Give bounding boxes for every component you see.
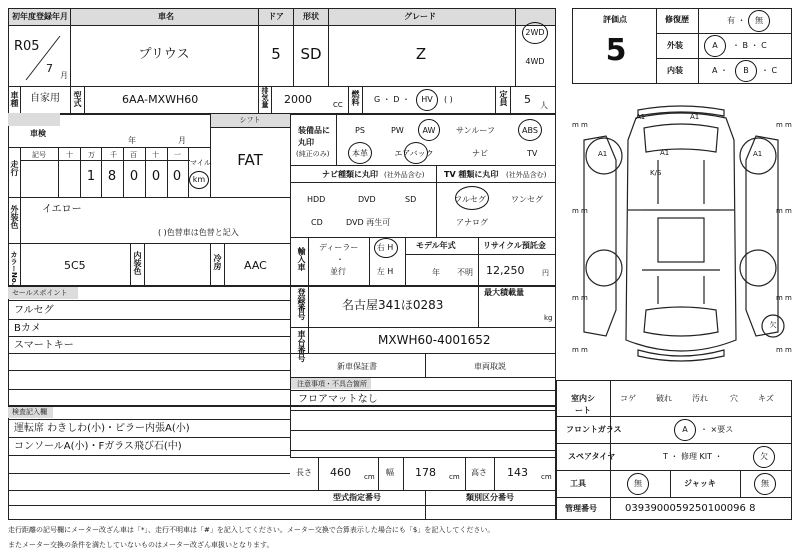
length-value: 460	[330, 466, 351, 479]
displacement-label: 排気量	[261, 87, 269, 108]
equipment-label-1: 装備品に	[298, 126, 330, 135]
tv-header: TV 種類に丸印	[444, 170, 499, 179]
interior-rating-label: 内装	[667, 66, 683, 75]
mm-mark-2: m m	[776, 121, 792, 129]
capacity-label: 定員	[499, 90, 508, 106]
tools-label: 工具	[570, 479, 586, 488]
ac-label: 冷房	[213, 254, 222, 270]
mileage-label: 走行	[10, 160, 19, 176]
mileage-digit-3: 0	[129, 169, 139, 184]
damage-mark-a1-5: A1	[660, 149, 670, 157]
equip-airbag: エアバック	[394, 149, 434, 158]
recycle-value: 12,250	[486, 264, 525, 277]
equip-navi: ナビ	[472, 149, 488, 158]
model-year-unit: 年	[432, 268, 440, 277]
width-unit: cm	[449, 473, 460, 481]
exterior-rest: ・ B ・ C	[732, 41, 767, 50]
fuel-selected: HV	[421, 95, 433, 104]
management-label: 管理番号	[565, 504, 597, 513]
digit-header-5: 一	[174, 151, 181, 159]
inspection-note-1: 運転席 わきしわ(小)・ピラー内張A(小)	[14, 423, 190, 434]
mm-mark-5: m m	[572, 294, 588, 302]
grade-label: グレード	[404, 12, 436, 21]
navi-hdd: HDD	[307, 195, 326, 204]
rating-value: 5	[605, 33, 627, 68]
mile-label: マイル	[190, 159, 211, 167]
color-label: 外装色	[10, 205, 19, 229]
import-dealer: ディーラー	[319, 243, 359, 252]
windshield-selected: A	[682, 425, 688, 434]
inspection-notes-label: 検査記入欄	[12, 408, 47, 416]
interior-first: A ・	[712, 66, 729, 75]
shift-value: FAT	[237, 151, 263, 169]
fuel-label: 燃料	[351, 90, 360, 106]
equip-ps: PS	[355, 126, 365, 135]
footer-line-2: またメーター交換の条件を満たしていないものはメーター改ざん車扱いとなります。	[8, 541, 274, 549]
spare-options: T ・ 修理 KIT ・	[663, 452, 723, 461]
mileage-digit-5: 0	[172, 169, 182, 184]
equip-pw: PW	[391, 126, 404, 135]
notes-value: フロアマットなし	[298, 394, 378, 405]
navi-sd: SD	[405, 195, 417, 204]
interior-rest: ・ C	[761, 66, 778, 75]
tv-analog: アナログ	[456, 218, 488, 227]
rating-label: 評価点	[603, 15, 627, 24]
category-label: 類別区分番号	[466, 493, 514, 502]
mm-mark-4: m m	[776, 207, 792, 215]
tv-fullseg: フルセグ	[454, 195, 486, 204]
exterior-selected: A	[712, 41, 718, 50]
navi-header: ナビ種類に丸印	[322, 170, 378, 179]
mm-mark-3: m m	[572, 207, 588, 215]
reg-month-unit: 月	[60, 71, 68, 80]
spare-label: スペアタイヤ	[568, 452, 616, 461]
max-load-label: 最大積載量	[484, 288, 524, 297]
kigo-label: 記号	[32, 151, 46, 159]
shaken-month-unit: 月	[178, 136, 186, 145]
model-year-unknown: 不明	[457, 268, 473, 277]
digit-header-2: 千	[110, 151, 117, 159]
recycle-label: リサイクル預託金	[483, 241, 546, 250]
mm-mark-6: m m	[776, 294, 792, 302]
windshield-label: フロントガラス	[566, 425, 622, 434]
era-year: R05	[14, 39, 40, 54]
reg-month: 7	[46, 62, 53, 75]
shift-label: シフト	[239, 116, 261, 124]
shape: SD	[300, 45, 322, 63]
cabin-item-1: コゲ	[620, 394, 636, 403]
import-parallel: 並行	[330, 267, 346, 276]
equipment-label-3: (純正のみ)	[296, 150, 330, 158]
damage-mark-a1-4: A1	[753, 150, 763, 158]
repair-selected: 無	[755, 16, 763, 25]
shaken-year-unit: 年	[128, 136, 136, 145]
repair-options: 有 ・	[727, 16, 746, 25]
usage-value: 自家用	[30, 93, 60, 104]
equip-aw: AW	[422, 126, 436, 135]
mileage-digit-2: 8	[107, 169, 117, 184]
chassis-label: 車台番号	[297, 330, 306, 362]
mileage-digit-4: 0	[151, 169, 161, 184]
model-code: 6AA-MXWH60	[122, 93, 199, 106]
color-no-label: カラーNo.	[10, 251, 18, 286]
navi-dvd: DVD	[358, 195, 376, 204]
digit-header-3: 百	[130, 151, 137, 159]
type-designation-label: 型式指定番号	[333, 493, 381, 502]
car-name-label: 車名	[158, 12, 174, 21]
mm-mark-8: m m	[776, 346, 792, 354]
type-label: 車種	[10, 91, 19, 107]
digit-header-4: 十	[152, 151, 159, 159]
import-dot: ・	[336, 255, 344, 264]
registration-label: 登録番号	[297, 288, 306, 320]
fuel-paren: ( )	[444, 95, 453, 104]
recycle-yen: 円	[542, 269, 549, 277]
cabin-label: 室内シート	[571, 394, 595, 415]
digit-header-1: 万	[88, 151, 95, 159]
fuel-options: G ・ D ・	[374, 95, 410, 104]
length-label: 長さ	[296, 468, 312, 477]
car-name: プリウス	[138, 47, 190, 62]
sales-point-1: フルセグ	[14, 305, 54, 316]
navi-dvd-play: DVD 再生可	[346, 218, 391, 227]
drive-2wd: 2WD	[525, 28, 545, 37]
notes-label: 注意事項・不具合箇所	[297, 380, 367, 388]
equip-leather: 本革	[352, 149, 368, 158]
cc-unit: CC	[333, 101, 343, 109]
equip-abs: ABS	[522, 126, 538, 135]
spare-selected: 欠	[760, 452, 768, 461]
km-unit: km	[192, 175, 206, 184]
new-car-warranty: 新車保証書	[337, 362, 377, 371]
damage-mark-a1-1: A1	[636, 113, 646, 121]
repair-label: 修復歴	[665, 15, 689, 24]
management-value: 0393900059250100096 8	[625, 503, 756, 514]
jack-selected: 無	[761, 479, 769, 488]
diagram-circle-mark: 欠	[769, 321, 777, 329]
import-label: 輸入車	[297, 247, 306, 271]
color-note: ( )色替車は色替と記入	[158, 228, 239, 237]
tv-oneseg: ワンセグ	[511, 195, 543, 204]
damage-mark-a1-2: A1	[690, 113, 700, 121]
sales-point-3: スマートキー	[14, 340, 74, 351]
car-manual: 車両取説	[474, 362, 506, 371]
cabin-item-5: キズ	[758, 394, 774, 403]
height-value: 143	[507, 466, 528, 479]
shaken-label: 車検	[30, 129, 46, 138]
height-label: 高さ	[471, 468, 487, 477]
interior-selected: B	[743, 66, 749, 75]
sales-points-label: セールスポイント	[12, 289, 68, 297]
mm-mark-1: m m	[572, 121, 588, 129]
import-left-h: 左 H	[376, 267, 394, 276]
width-value: 178	[415, 466, 436, 479]
interior-label: 内装色	[133, 251, 142, 275]
max-load-unit: kg	[544, 314, 553, 322]
displacement: 2000	[284, 93, 312, 106]
equip-tv: TV	[527, 149, 538, 158]
sales-point-2: Bカメ	[14, 323, 41, 334]
digit-header-0: 十	[66, 151, 73, 159]
capacity: 5	[524, 93, 531, 106]
mileage-digit-1: 1	[86, 169, 96, 184]
navi-cd: CD	[311, 218, 323, 227]
import-right-h: 右 H	[376, 243, 394, 252]
model-label: 型式	[73, 91, 82, 107]
drive-4wd: 4WD	[525, 57, 545, 66]
tv-header-small: (社外品含む)	[506, 171, 547, 179]
mm-mark-7: m m	[572, 346, 588, 354]
jack-label: ジャッキ	[684, 479, 716, 488]
car-diagram	[566, 100, 796, 375]
navi-header-small: (社外品含む)	[384, 171, 425, 179]
doors: 5	[271, 45, 281, 63]
kizu-label: K/S	[650, 169, 662, 177]
ac-value: AAC	[244, 259, 267, 272]
model-year-label: モデル年式	[416, 241, 456, 250]
capacity-unit: 人	[540, 101, 548, 110]
exterior-label: 外装	[667, 41, 683, 50]
damage-mark-a1-3: A1	[598, 150, 608, 158]
length-unit: cm	[364, 473, 375, 481]
color-no: 5C5	[64, 259, 86, 272]
cabin-item-4: 穴	[730, 394, 738, 403]
height-unit: cm	[541, 473, 552, 481]
inspection-note-2: コンソールA(小)・Fガラス飛び石(中)	[14, 441, 182, 452]
chassis-value: MXWH60-4001652	[378, 333, 491, 347]
equipment-label-2: 丸印	[298, 138, 314, 147]
windshield-rest: ・ ×要ス	[700, 425, 734, 434]
door-label: ドア	[268, 12, 284, 21]
shape-label: 形状	[303, 12, 319, 21]
grade: Z	[415, 45, 427, 63]
width-label: 幅	[386, 468, 394, 477]
color-value: イエロー	[42, 204, 82, 215]
registration-value: 名古屋341ほ0283	[342, 298, 444, 312]
equip-sunroof: サンルーフ	[456, 126, 495, 135]
footer-line-1: 走行距離の記号欄にメーター改ざん車は「*」、走行不明車は「#」を記入してください。メーター交換で合算表示した場合にも「$」を記入してください。	[8, 526, 495, 534]
tools-selected: 無	[634, 479, 642, 488]
first-reg-label: 初年度登録年月	[12, 12, 68, 21]
cabin-item-2: 破れ	[656, 394, 672, 403]
cabin-item-3: 汚れ	[692, 394, 708, 403]
